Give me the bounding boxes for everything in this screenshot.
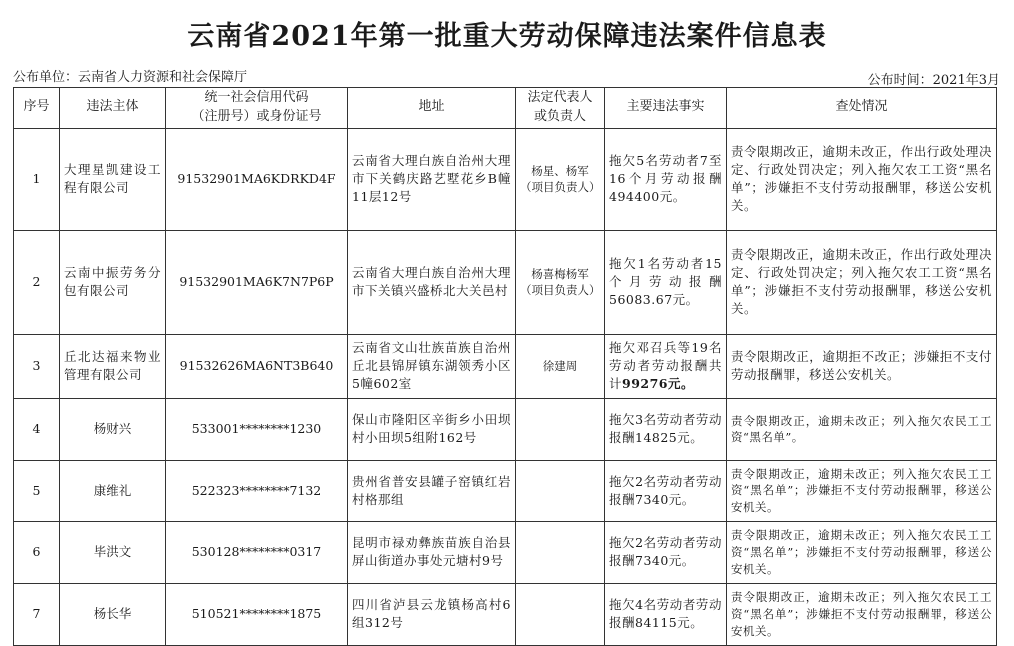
cell-rep: 徐建周 [516, 334, 605, 398]
header-code [166, 88, 348, 129]
cell-rep [516, 398, 605, 460]
publish-time: 公布时间：2021年3月 [867, 73, 1000, 88]
cell-result: 责令限期改正，逾期未改正；列入拖欠农民工工资“黑名单”；涉嫌拒不支付劳动报酬罪，移送公安机关。 [727, 521, 997, 583]
cell-subject: 康维礼 [60, 460, 166, 521]
cell-result: 责令限期改正，逾期未改正，作出行政处理决定、行政处罚决定；列入拖欠农工工资“黑名单”；涉嫌拒不支付劳动报酬罪，移送公安机关。 [727, 128, 997, 230]
cell-subject: 毕洪文 [60, 521, 166, 583]
cell-subject: 云南中振劳务分包有限公司 [60, 230, 166, 334]
cell-facts: 拖欠2名劳动者劳动报酬7340元。 [605, 460, 727, 521]
cell-seq: 2 [14, 230, 60, 334]
cell-rep: 杨星、杨军（项目负责人） [516, 128, 605, 230]
page-title: 云南省2021年第一批重大劳动保障违法案件信息表 [187, 21, 827, 52]
header-row [14, 88, 997, 129]
cell-address: 云南省文山壮族苗族自治州丘北县锦屏镇东湖领秀小区5幢602室 [348, 334, 516, 398]
cell-rep [516, 521, 605, 583]
header-code-line1: 统一社会信用代码 [204, 90, 309, 105]
header-seq: 序号 [14, 88, 60, 129]
cell-code: 91532901MA6K7N7P6P [166, 230, 348, 334]
cell-result: 责令限期改正，逾期拒不改正；涉嫌拒不支付劳动报酬罪，移送公安机关。 [727, 334, 997, 398]
cell-result: 责令限期改正，逾期未改正；列入拖欠农民工工资“黑名单”；涉嫌拒不支付劳动报酬罪，移送公安机关。 [727, 583, 997, 645]
cell-code: 522323********7132 [166, 460, 348, 521]
header-result: 查处情况 [727, 88, 997, 129]
cell-result: 责令限期改正，逾期未改正；列入拖欠农民工工资“黑名单”。 [727, 398, 997, 460]
cell-facts: 拖欠2名劳动者劳动报酬7340元。 [605, 521, 727, 583]
cell-facts: 拖欠1名劳动者15个月劳动报酬56083.67元。 [605, 230, 727, 334]
cell-subject: 杨财兴 [60, 398, 166, 460]
cell-address: 保山市隆阳区辛街乡小田坝村小田坝5组附162号 [348, 398, 516, 460]
cell-seq: 5 [14, 460, 60, 521]
header-rep-line1: 法定代表人 [527, 90, 593, 105]
cell-address: 云南省大理白族自治州大理市下关镇兴盛桥北大关邑村 [348, 230, 516, 334]
cell-code: 91532626MA6NT3B640 [166, 334, 348, 398]
facts-text: 拖欠邓召兵等19名劳动者劳动报酬共计 [609, 340, 722, 392]
cell-seq: 6 [14, 521, 60, 583]
cell-seq: 3 [14, 334, 60, 398]
cell-address: 昆明市禄劝彝族苗族自治县屏山街道办事处元塘村9号 [348, 521, 516, 583]
table-row [14, 334, 997, 398]
cell-facts: 拖欠4名劳动者劳动报酬84115元。 [605, 583, 727, 645]
cell-seq: 4 [14, 398, 60, 460]
header-facts: 主要违法事实 [605, 88, 727, 129]
header-code-line2: （注册号）或身份证号 [191, 108, 322, 124]
table-row [14, 230, 997, 334]
cell-code: 533001********1230 [166, 398, 348, 460]
cell-address: 四川省泸县云龙镇杨高村6组312号 [348, 583, 516, 645]
facts-amount: 99276元。 [622, 376, 695, 392]
cell-subject: 丘北达福来物业管理有限公司 [60, 334, 166, 398]
cell-rep: 杨喜梅杨军（项目负责人） [516, 230, 605, 334]
cell-facts: 拖欠3名劳动者劳动报酬14825元。 [605, 398, 727, 460]
header-rep-line2: 或负责人 [533, 108, 586, 124]
cell-subject: 杨长华 [60, 583, 166, 645]
cell-seq: 7 [14, 583, 60, 645]
cell-seq: 1 [14, 128, 60, 230]
cell-result: 责令限期改正，逾期未改正；列入拖欠农民工工资“黑名单”；涉嫌拒不支付劳动报酬罪，移送公安机关。 [727, 460, 997, 521]
table-row [14, 398, 997, 460]
header-address: 地址 [348, 88, 516, 129]
cell-address: 云南省大理白族自治州大理市下关鹤庆路艺墅花乡B幢11层12号 [348, 128, 516, 230]
table-row [14, 583, 997, 645]
table-row [14, 521, 997, 583]
cell-result: 责令限期改正，逾期未改正，作出行政处理决定、行政处罚决定；列入拖欠农工工资“黑名单”；涉嫌拒不支付劳动报酬罪，移送公安机关。 [727, 230, 997, 334]
table-row [14, 460, 997, 521]
cell-code: 510521********1875 [166, 583, 348, 645]
cell-facts: 拖欠5名劳动者7至16个月劳动报酬494400元。 [605, 128, 727, 230]
cell-code: 91532901MA6KDRKD4F [166, 128, 348, 230]
publisher: 公布单位：云南省人力资源和社会保障厅 [13, 70, 248, 85]
header-subject: 违法主体 [60, 88, 166, 129]
cell-rep [516, 460, 605, 521]
cell-facts [605, 334, 727, 398]
cell-subject: 大理星凯建设工程有限公司 [60, 128, 166, 230]
cell-address: 贵州省普安县罐子窑镇红岩村格那组 [348, 460, 516, 521]
cell-code: 530128********0317 [166, 521, 348, 583]
cell-rep [516, 583, 605, 645]
table-row [14, 128, 997, 230]
case-table [13, 87, 997, 646]
header-rep [516, 88, 605, 129]
